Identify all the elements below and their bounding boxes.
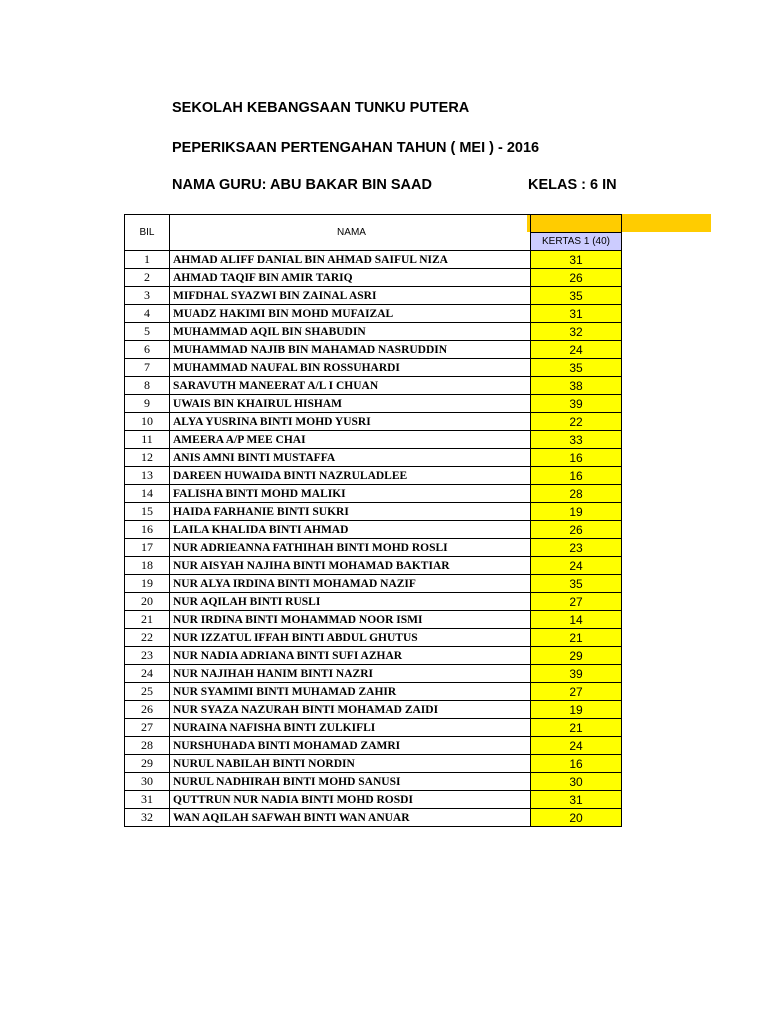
row-mark[interactable]: 27 [531, 593, 622, 611]
row-bil: 4 [125, 305, 170, 323]
row-mark[interactable]: 23 [531, 539, 622, 557]
row-bil: 25 [125, 683, 170, 701]
column-header-bil: BIL [125, 215, 170, 251]
marks-table [124, 214, 622, 827]
row-nama: NUR IRDINA BINTI MOHAMMAD NOOR ISMI [170, 611, 531, 629]
row-nama: NURUL NADHIRAH BINTI MOHD SANUSI [170, 773, 531, 791]
column-header-blank [531, 215, 622, 233]
column-header-nama: NAMA [170, 215, 531, 251]
row-mark[interactable]: 19 [531, 503, 622, 521]
row-nama: NUR NAJIHAH HANIM BINTI NAZRI [170, 665, 531, 683]
row-mark[interactable]: 30 [531, 773, 622, 791]
table-row [125, 575, 622, 593]
row-bil: 32 [125, 809, 170, 827]
row-mark[interactable]: 21 [531, 719, 622, 737]
row-mark[interactable]: 19 [531, 701, 622, 719]
row-bil: 7 [125, 359, 170, 377]
table-row [125, 791, 622, 809]
table-row [125, 413, 622, 431]
row-bil: 29 [125, 755, 170, 773]
table-row [125, 341, 622, 359]
class-label: KELAS : 6 IN [528, 177, 617, 193]
row-mark[interactable]: 39 [531, 395, 622, 413]
table-row [125, 665, 622, 683]
row-bil: 17 [125, 539, 170, 557]
table-row [125, 503, 622, 521]
row-nama: NUR ADRIEANNA FATHIHAH BINTI MOHD ROSLI [170, 539, 531, 557]
row-nama: ALYA YUSRINA BINTI MOHD YUSRI [170, 413, 531, 431]
row-bil: 1 [125, 251, 170, 269]
row-bil: 24 [125, 665, 170, 683]
table-row [125, 539, 622, 557]
table-row [125, 593, 622, 611]
row-bil: 2 [125, 269, 170, 287]
row-bil: 23 [125, 647, 170, 665]
row-bil: 21 [125, 611, 170, 629]
row-nama: NUR SYAMIMI BINTI MUHAMAD ZAHIR [170, 683, 531, 701]
row-nama: NUR SYAZA NAZURAH BINTI MOHAMAD ZAIDI [170, 701, 531, 719]
table-row [125, 485, 622, 503]
row-bil: 31 [125, 791, 170, 809]
row-bil: 11 [125, 431, 170, 449]
row-mark[interactable]: 31 [531, 305, 622, 323]
row-nama: NURAINA NAFISHA BINTI ZULKIFLI [170, 719, 531, 737]
row-nama: QUTTRUN NUR NADIA BINTI MOHD ROSDI [170, 791, 531, 809]
row-mark[interactable]: 33 [531, 431, 622, 449]
row-nama: AHMAD ALIFF DANIAL BIN AHMAD SAIFUL NIZA [170, 251, 531, 269]
row-bil: 9 [125, 395, 170, 413]
row-nama: NURSHUHADA BINTI MOHAMAD ZAMRI [170, 737, 531, 755]
row-mark[interactable]: 21 [531, 629, 622, 647]
table-row [125, 251, 622, 269]
row-nama: MUHAMMAD NAUFAL BIN ROSSUHARDI [170, 359, 531, 377]
row-mark[interactable]: 38 [531, 377, 622, 395]
row-bil: 19 [125, 575, 170, 593]
row-nama: AHMAD TAQIF BIN AMIR TARIQ [170, 269, 531, 287]
row-nama: SARAVUTH MANEERAT A/L I CHUAN [170, 377, 531, 395]
row-nama: MUHAMMAD AQIL BIN SHABUDIN [170, 323, 531, 341]
row-mark[interactable]: 32 [531, 323, 622, 341]
row-mark[interactable]: 39 [531, 665, 622, 683]
table-row [125, 467, 622, 485]
table-row [125, 287, 622, 305]
row-mark[interactable]: 31 [531, 791, 622, 809]
row-nama: NUR AQILAH BINTI RUSLI [170, 593, 531, 611]
table-row [125, 701, 622, 719]
row-mark[interactable]: 27 [531, 683, 622, 701]
row-nama: NURUL NABILAH BINTI NORDIN [170, 755, 531, 773]
table-row [125, 269, 622, 287]
row-bil: 14 [125, 485, 170, 503]
row-mark[interactable]: 24 [531, 737, 622, 755]
table-row [125, 737, 622, 755]
row-mark[interactable]: 16 [531, 755, 622, 773]
row-nama: HAIDA FARHANIE BINTI SUKRI [170, 503, 531, 521]
row-bil: 30 [125, 773, 170, 791]
row-bil: 26 [125, 701, 170, 719]
exam-title: PEPERIKSAAN PERTENGAHAN TAHUN ( MEI ) - 2016 [172, 140, 540, 156]
row-bil: 16 [125, 521, 170, 539]
table-row [125, 773, 622, 791]
row-nama: MUHAMMAD NAJIB BIN MAHAMAD NASRUDDIN [170, 341, 531, 359]
table-row [125, 557, 622, 575]
table-row [125, 431, 622, 449]
row-bil: 10 [125, 413, 170, 431]
table-row [125, 395, 622, 413]
row-bil: 20 [125, 593, 170, 611]
table-row [125, 449, 622, 467]
row-bil: 6 [125, 341, 170, 359]
row-nama: FALISHA BINTI MOHD MALIKI [170, 485, 531, 503]
row-bil: 3 [125, 287, 170, 305]
table-row [125, 323, 622, 341]
row-nama: MIFDHAL SYAZWI BIN ZAINAL ASRI [170, 287, 531, 305]
table-row [125, 521, 622, 539]
table-row [125, 305, 622, 323]
row-bil: 15 [125, 503, 170, 521]
school-name: SEKOLAH KEBANGSAAN TUNKU PUTERA [172, 100, 470, 116]
row-mark[interactable]: 22 [531, 413, 622, 431]
row-mark[interactable]: 26 [531, 269, 622, 287]
row-nama: MUADZ HAKIMI BIN MOHD MUFAIZAL [170, 305, 531, 323]
row-mark[interactable]: 24 [531, 557, 622, 575]
row-mark[interactable]: 28 [531, 485, 622, 503]
row-mark[interactable]: 14 [531, 611, 622, 629]
teacher-name: NAMA GURU: ABU BAKAR BIN SAAD [172, 177, 432, 193]
table-body [125, 251, 622, 827]
row-mark[interactable]: 29 [531, 647, 622, 665]
table-row [125, 647, 622, 665]
row-bil: 5 [125, 323, 170, 341]
row-bil: 18 [125, 557, 170, 575]
row-mark[interactable]: 16 [531, 449, 622, 467]
row-nama: NUR ALYA IRDINA BINTI MOHAMAD NAZIF [170, 575, 531, 593]
row-nama: UWAIS BIN KHAIRUL HISHAM [170, 395, 531, 413]
row-bil: 8 [125, 377, 170, 395]
table-row [125, 719, 622, 737]
row-bil: 12 [125, 449, 170, 467]
row-nama: DAREEN HUWAIDA BINTI NAZRULADLEE [170, 467, 531, 485]
row-mark[interactable]: 31 [531, 251, 622, 269]
row-mark[interactable]: 35 [531, 575, 622, 593]
row-mark[interactable]: 24 [531, 341, 622, 359]
table-row [125, 629, 622, 647]
row-nama: ANIS AMNI BINTI MUSTAFFA [170, 449, 531, 467]
table-row [125, 377, 622, 395]
row-nama: NUR NADIA ADRIANA BINTI SUFI AZHAR [170, 647, 531, 665]
row-bil: 28 [125, 737, 170, 755]
row-mark[interactable]: 16 [531, 467, 622, 485]
table-row [125, 611, 622, 629]
table-row [125, 755, 622, 773]
row-nama: LAILA KHALIDA BINTI AHMAD [170, 521, 531, 539]
row-mark[interactable]: 35 [531, 287, 622, 305]
table-row [125, 359, 622, 377]
row-nama: WAN AQILAH SAFWAH BINTI WAN ANUAR [170, 809, 531, 827]
row-bil: 13 [125, 467, 170, 485]
row-bil: 27 [125, 719, 170, 737]
table-row [125, 809, 622, 827]
row-bil: 22 [125, 629, 170, 647]
row-mark[interactable]: 20 [531, 809, 622, 827]
row-nama: NUR IZZATUL IFFAH BINTI ABDUL GHUTUS [170, 629, 531, 647]
row-nama: AMEERA A/P MEE CHAI [170, 431, 531, 449]
table-row [125, 683, 622, 701]
row-mark[interactable]: 35 [531, 359, 622, 377]
row-nama: NUR AISYAH NAJIHA BINTI MOHAMAD BAKTIAR [170, 557, 531, 575]
column-header-kertas: KERTAS 1 (40) [531, 233, 622, 251]
row-mark[interactable]: 26 [531, 521, 622, 539]
